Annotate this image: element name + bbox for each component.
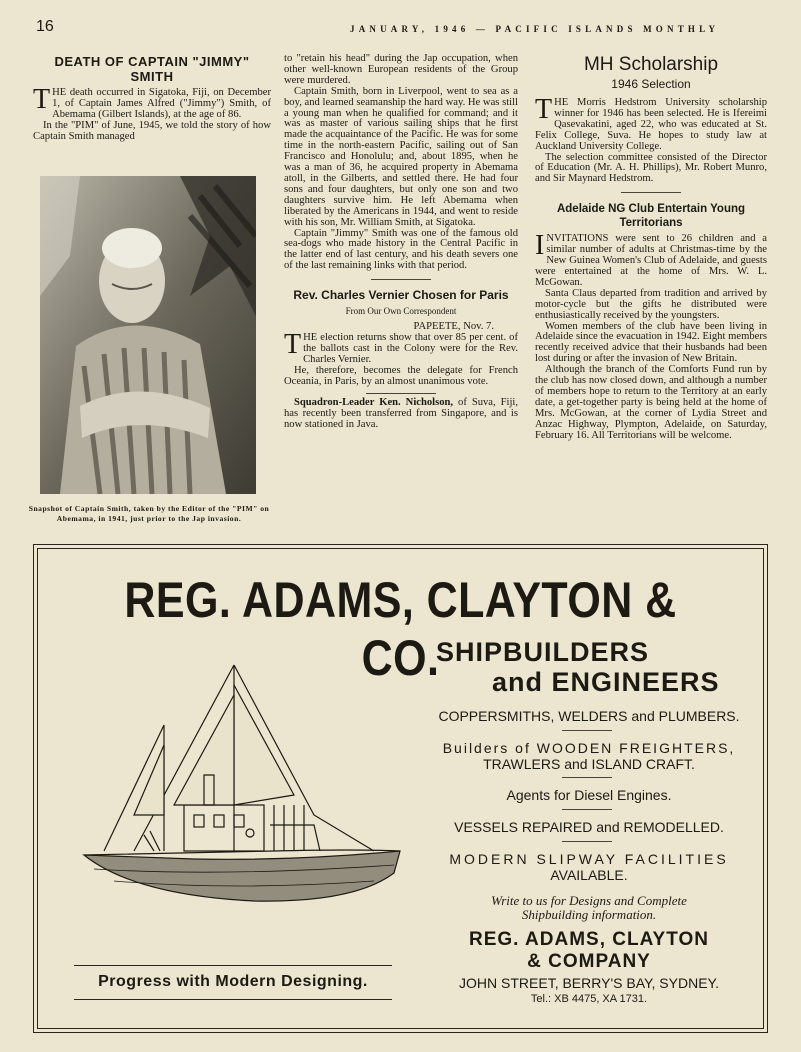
- paragraph: HE election returns show that over 85 per cent. of the ballots cast in the Colony were for the Rev. Charles Vernier.: [303, 331, 518, 365]
- section-divider: [371, 279, 431, 280]
- dropcap: I: [535, 230, 545, 262]
- ship-illustration: [74, 655, 404, 935]
- paragraph: Captain "Jimmy" Smith was one of the famous old sea-dogs who made history in the Central Pacific in the latter end of last century, and his death severs one of the last remaining links with that period.: [284, 227, 518, 272]
- article-col3: [535, 54, 767, 441]
- section-divider: [366, 393, 436, 394]
- photo-caption: Snapshot of Captain Smith, taken by the Editor of the "PIM" on Abemama, in 1941, just prior to the Jap invasion.: [28, 504, 270, 523]
- ad-slogan: Progress with Modern Designing.: [98, 973, 368, 990]
- ad-company-name: & COMPANY: [527, 951, 651, 972]
- paragraph: Santa Claus departed from tradition and arrived by motor-cycle but the gifts he distributed were enthusiastically received by the youngsters.: [535, 287, 767, 321]
- article-col2: [284, 54, 518, 431]
- running-head: JANUARY, 1946 — PACIFIC ISLANDS MONTHLY: [350, 24, 720, 34]
- paragraph: In the "PIM" of June, 1945, we told the story of how Captain Smith managed: [33, 119, 271, 142]
- ad-heading-engineers: and ENGINEERS: [492, 667, 720, 697]
- paragraph: NVITATIONS were sent to 26 children and a similar number of adults at Christmas-time by the New Guinea Women's Club of Adelaide, and guests were entertained at the home of Mrs. W. L. McGowan.: [535, 233, 767, 288]
- ad-line-builders: Builders of WOODEN FREIGHTERS,: [442, 740, 736, 756]
- paragraph: to "retain his head" during the Jap occupation, when other well-known European residents of the Group were murdered.: [284, 53, 518, 86]
- ad-italic-line: Write to us for Designs and Complete: [491, 893, 687, 908]
- ad-slogan-rule-top: [74, 965, 392, 966]
- dropcap: T: [284, 328, 302, 360]
- dateline: PAPEETE, Nov. 7.: [413, 321, 494, 333]
- bold-lead: Squadron-Leader Ken. Nicholson,: [294, 397, 454, 409]
- headline-adelaide: Adelaide NG Club Entertain Young Territorians: [556, 203, 746, 230]
- ad-line-trades: COPPERSMITHS, WELDERS and PLUMBERS.: [438, 708, 740, 724]
- dropcap: T: [535, 94, 553, 125]
- paragraph: of Suva, Fiji, has recently been transferred from Singapore, and is now stationed in Java.: [284, 397, 518, 431]
- headline-mh-scholarship: MH Scholarship: [583, 54, 719, 75]
- paragraph: Captain Smith, born in Liverpool, went to sea as a boy, and learned seamanship the hard way. He was still a young man when he qualified for command; and it was as master of various sailing ships that he first made the acquaintance of the Pacific. He was for some time in the north-eastern Pacific, sailing out of San Francisco and Honolulu; and, about 1895, when he was a man of 36, he acquired property in Abemama atoll, in the Gilberts, and settled there. He had four sons and four daughters, but only one son and two daughters survive him. He left Abemama when liberated by the Americans in 1944, and went to reside with his son, Mr. William Smith, at Sigatoka.: [284, 85, 518, 228]
- portrait-illustration: [40, 176, 256, 494]
- ad-italic-line: Shipbuilding information.: [521, 907, 657, 922]
- ad-heading-shipbuilders: SHIPBUILDERS: [436, 637, 650, 667]
- byline: From Our Own Correspondent: [345, 306, 457, 317]
- ad-line-repairs: VESSELS REPAIRED and REMODELLED.: [454, 819, 724, 835]
- dropcap: T: [33, 84, 51, 115]
- paragraph: The selection committee consisted of the Director of Education (Mr. A. H. Phillips), Mr. Robert Munro, and Sir Maynard Hedstrom.: [535, 151, 767, 185]
- headline-captain-smith: DEATH OF CAPTAIN "JIMMY" SMITH: [54, 54, 250, 84]
- ad-telephone: Tel.: XB 4475, XA 1731.: [530, 993, 648, 1005]
- section-divider: [621, 192, 681, 193]
- article-captain-smith-col1: [33, 54, 271, 143]
- ad-slogan-rule-bottom: [74, 999, 392, 1000]
- advertisement: [33, 544, 768, 1033]
- headline-vernier: Rev. Charles Vernier Chosen for Paris: [293, 288, 509, 303]
- paragraph: HE Morris Hedstrom University scholarship winner for 1946 has been selected. He is Ifereimi Qasevakatini, aged 22, who was educated at St. Felix College, Suva. He hopes to study law at Auckland University College.: [535, 97, 767, 152]
- subhead: 1946 Selection: [611, 77, 691, 91]
- paragraph: Although the branch of the Comforts Fund run by the club has now closed down, and although a number of members hope to return to the Territory at an early date, a get-together party is being held at the home of Mrs. McGowan, at the corner of Lydia Street and Anzac Highway, Plympton, Adelaide, on Saturday, February 16. All Territorians will be welcome.: [535, 364, 767, 441]
- ad-divider: [562, 841, 612, 842]
- ad-address: JOHN STREET, BERRY'S BAY, SYDNEY.: [459, 975, 719, 991]
- ad-divider: [562, 730, 612, 731]
- captain-smith-photo: [40, 176, 256, 494]
- ad-line-trawlers: TRAWLERS and ISLAND CRAFT.: [483, 756, 695, 772]
- page-number: 16: [36, 18, 54, 35]
- ad-divider: [562, 809, 612, 810]
- ad-line-available: AVAILABLE.: [550, 867, 628, 883]
- paragraph: Women members of the club have been living in Adelaide since the evacuation in 1942. Eight members recently received advice that their husbands had been lost during or after the invasion of New Britain.: [535, 320, 767, 365]
- ad-line-diesel: Agents for Diesel Engines.: [506, 787, 672, 803]
- ad-title: REG. ADAMS, CLAYTON & CO.: [124, 572, 677, 686]
- ad-divider: [562, 777, 612, 778]
- ad-line-slipway: MODERN SLIPWAY FACILITIES: [449, 851, 729, 867]
- ad-company-name: REG. ADAMS, CLAYTON: [469, 929, 709, 950]
- paragraph: He, therefore, becomes the delegate for French Oceania, in Paris, by an almost unanimous vote.: [284, 364, 518, 387]
- paragraph: HE death occurred in Sigatoka, Fiji, on December 1, of Captain James Alfred ("Jimmy") Smith, of Abemama (Gilbert Islands), at the age of 86.: [52, 87, 271, 120]
